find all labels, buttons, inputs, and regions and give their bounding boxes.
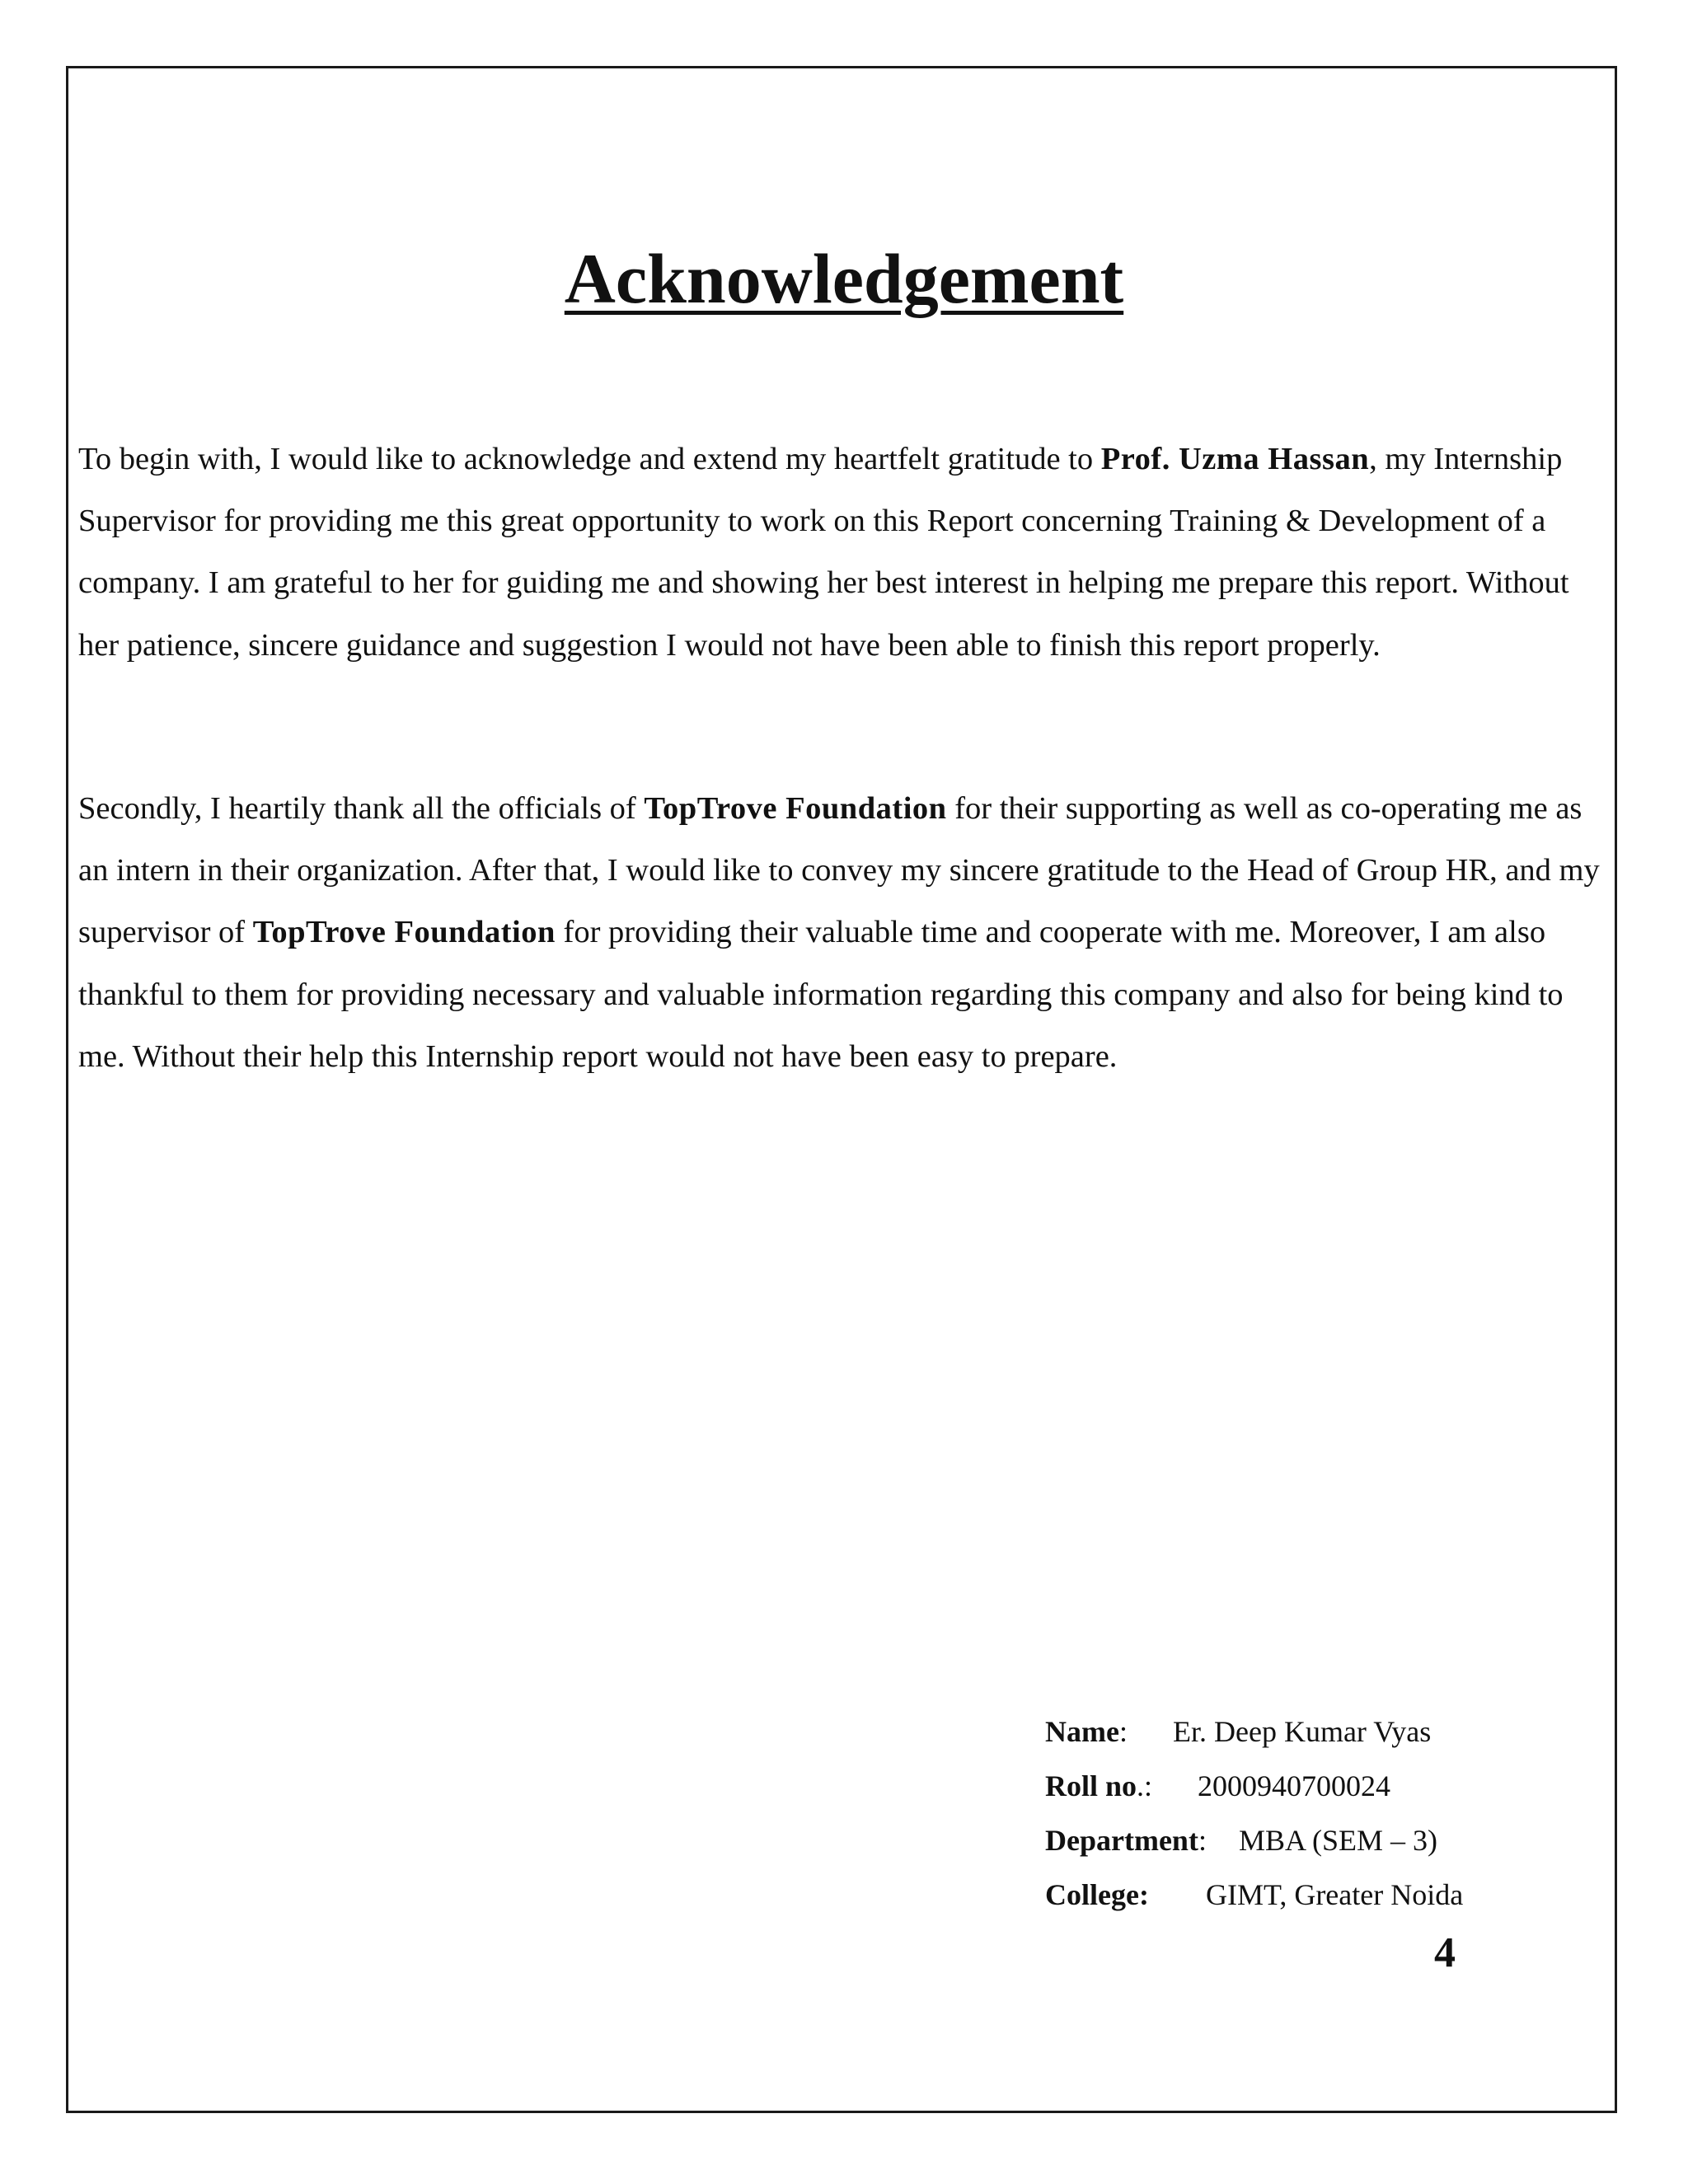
organization-name: TopTrove Foundation xyxy=(644,791,947,826)
paragraph-1-text-2: , my Internship Supervisor for providing me this great opportunity to work on this Report concerning Training & Development of a company. I am grateful to her for guiding me and showing her best interest in helping me prepare this report. Without her patience, sincere guidance and suggestion I would not have been able to finish this report properly. xyxy=(78,442,1569,663)
page-title xyxy=(0,233,1688,324)
organization-name: TopTrove Foundation xyxy=(252,915,556,950)
roll-value: 2000940700024 xyxy=(1198,1769,1390,1802)
department-label-group xyxy=(1045,1813,1239,1868)
department-label: Department xyxy=(1045,1824,1198,1857)
paragraph-1-text-1: To begin with, I would like to acknowledge and extend my heartfelt gratitude to xyxy=(78,442,1101,476)
college-value: GIMT, Greater Noida xyxy=(1206,1878,1464,1911)
department-separator: : xyxy=(1198,1824,1207,1857)
name-separator: : xyxy=(1118,1715,1128,1748)
name-value: Er. Deep Kumar Vyas xyxy=(1173,1715,1432,1748)
signature-department-row xyxy=(1045,1813,1463,1868)
signature-block xyxy=(1045,1704,1463,1922)
signature-name-row xyxy=(1045,1704,1463,1759)
page-number: 4 xyxy=(1434,1929,1456,1976)
roll-label-group xyxy=(1045,1759,1198,1813)
paragraph-2 xyxy=(78,778,1611,1088)
supervisor-name: Prof. Uzma Hassan xyxy=(1100,442,1370,476)
signature-college-row xyxy=(1045,1868,1463,1922)
name-label: Name xyxy=(1045,1715,1119,1748)
name-label-group xyxy=(1045,1704,1173,1759)
paragraph-2-text-3: for providing their valuable time and cooperate with me. Moreover, I am also thankful to them for providing necessary and valuable information regarding this company and also for being kind to me. Without their help this Internship report would not have been easy to prepare. xyxy=(78,915,1564,1074)
roll-label: Roll no xyxy=(1045,1769,1137,1802)
paragraph-2-text-1: Secondly, I heartily thank all the officials of xyxy=(78,791,645,826)
department-value: MBA (SEM – 3) xyxy=(1239,1824,1438,1857)
title-text: Acknowledgement xyxy=(564,239,1124,318)
roll-separator: .: xyxy=(1137,1769,1153,1802)
paragraph-2-text-2: for their supporting as well as co-operating me as an intern in their organization. After that, I would like to convey my sincere gratitude to the Head of Group HR, and my supervisor of xyxy=(78,791,1600,950)
signature-roll-row xyxy=(1045,1759,1463,1813)
paragraph-1 xyxy=(78,429,1611,677)
college-label: College: xyxy=(1045,1878,1149,1911)
